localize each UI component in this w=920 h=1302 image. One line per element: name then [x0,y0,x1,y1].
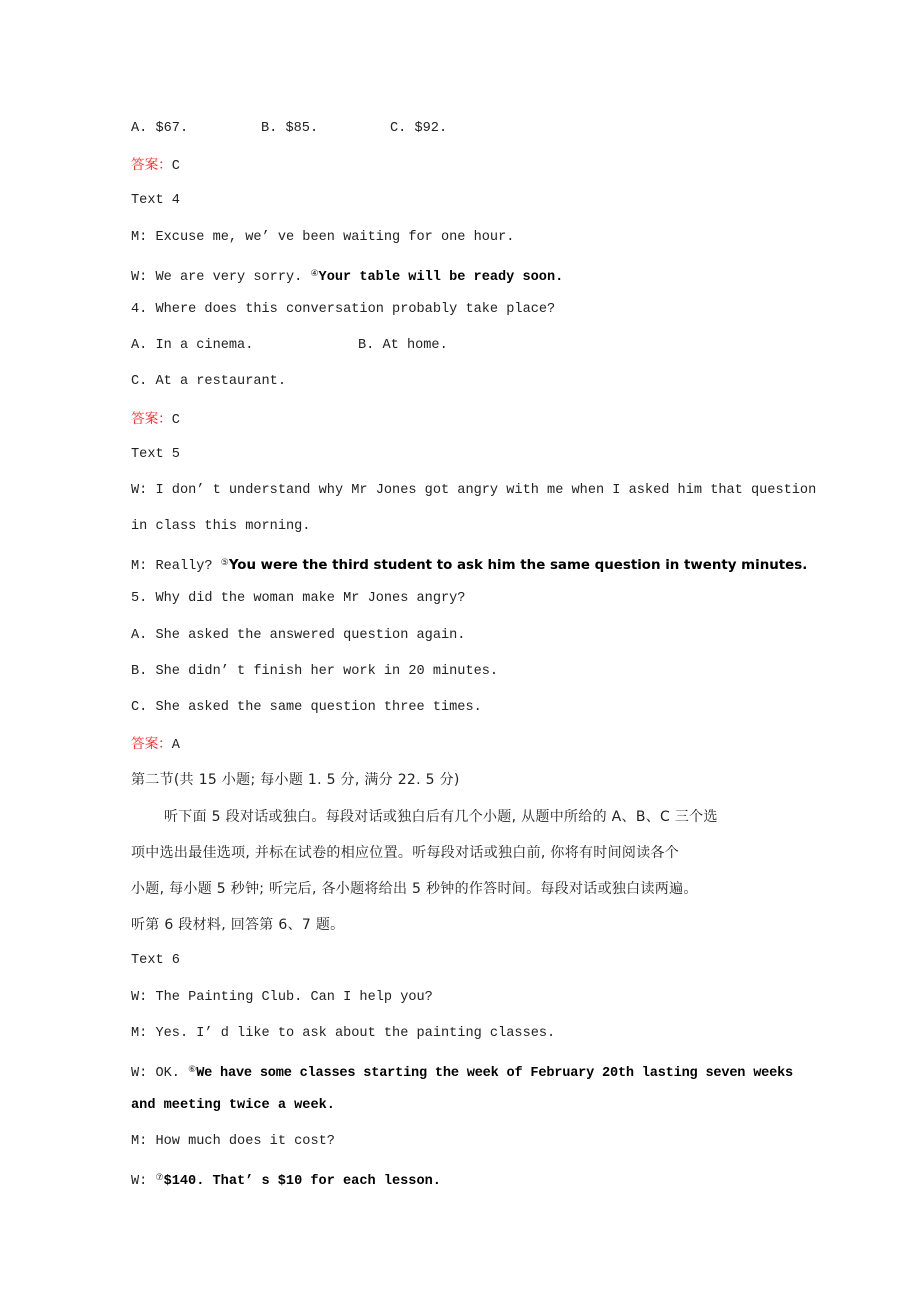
question: 5. Why did the woman make Mr Jones angry? [131,591,466,607]
option-a: A. $67. [131,121,189,136]
answer-line [131,147,801,183]
answer-line [131,726,801,762]
option-a: A. She asked the answered question again. [131,627,466,643]
key-sentence: $140. That’ s $10 for each lesson. [163,1174,441,1190]
answer-value: A [171,738,180,754]
key-sentence: Your table will be ready soon. [318,269,564,285]
text-title: Text 5 [131,446,180,462]
marker-6: ⑥ [188,1064,197,1075]
instructions: 小题, 每小题 5 秒钟; 听完后, 各小题将给出 5 秒钟的作答时间。每段对话或独白读两遍。 [131,880,698,897]
key-sentence: and meeting twice a week. [131,1098,335,1114]
options-row [131,328,801,364]
dialogue-line [131,1160,801,1196]
key-sentence: You were the third student to ask him the same question in twenty minutes. [228,558,808,574]
key-sentence: We have some classes starting the week of February 20th lasting seven weeks [196,1065,794,1081]
dialogue-line [131,545,808,581]
text-title: Text 6 [131,953,180,969]
answer-label: 答案： [131,736,172,753]
document-page [131,111,817,1197]
answer-value: C [171,159,180,175]
question: 4. Where does this conversation probably take place? [131,301,556,317]
answer-value: C [171,412,180,428]
option-c: C. At a restaurant. [131,374,286,390]
answer-line [131,401,801,437]
dialogue-line: M: How much does it cost? [131,1134,335,1150]
dialogue-line: M: Excuse me, we’ ve been waiting for one hour. [131,229,515,245]
marker-5: ⑤ [220,558,229,569]
option-b: B. She didn’ t finish her work in 20 minutes. [131,663,499,679]
instructions: 听下面 5 段对话或独白。每段对话或独白后有几个小题, 从题中所给的 A、B、C 三个选 [164,808,718,825]
dialogue-line: W: I don’ t understand why Mr Jones got angry with me when I asked him that question [131,482,817,498]
dialogue-text: W: We are very sorry. [131,269,311,285]
answer-label: 答案： [131,157,172,174]
q3-options [131,111,801,147]
marker-7: ⑦ [155,1173,164,1184]
option-c: C. $92. [390,121,448,136]
dialogue-line: M: Yes. I’ d like to ask about the painting classes. [131,1025,556,1041]
dialogue-text: M: Really? [131,559,221,575]
option-b: B. $85. [261,121,319,136]
instructions: 听第 6 段材料, 回答第 6、7 题。 [131,917,345,934]
answer-label: 答案： [131,410,172,427]
text-title: Text 4 [131,193,180,209]
dialogue-line: W: The Painting Club. Can I help you? [131,989,433,1005]
option-a: A. In a cinema. [131,338,254,354]
dialogue-text: W: [131,1174,156,1190]
instructions: 项中选出最佳选项, 并标在试卷的相应位置。听每段对话或独白前, 你将有时间阅读各个 [131,844,680,861]
option-b: B. At home. [358,338,448,354]
option-c: C. She asked the same question three times. [131,700,482,715]
dialogue-line: in class this morning. [131,519,311,535]
marker-4: ④ [310,268,319,279]
dialogue-line [131,1052,801,1088]
dialogue-line [131,256,801,292]
section-heading: 第二节(共 15 小题; 每小题 1. 5 分, 满分 22. 5 分) [131,772,460,789]
dialogue-text: W: OK. [131,1065,189,1081]
